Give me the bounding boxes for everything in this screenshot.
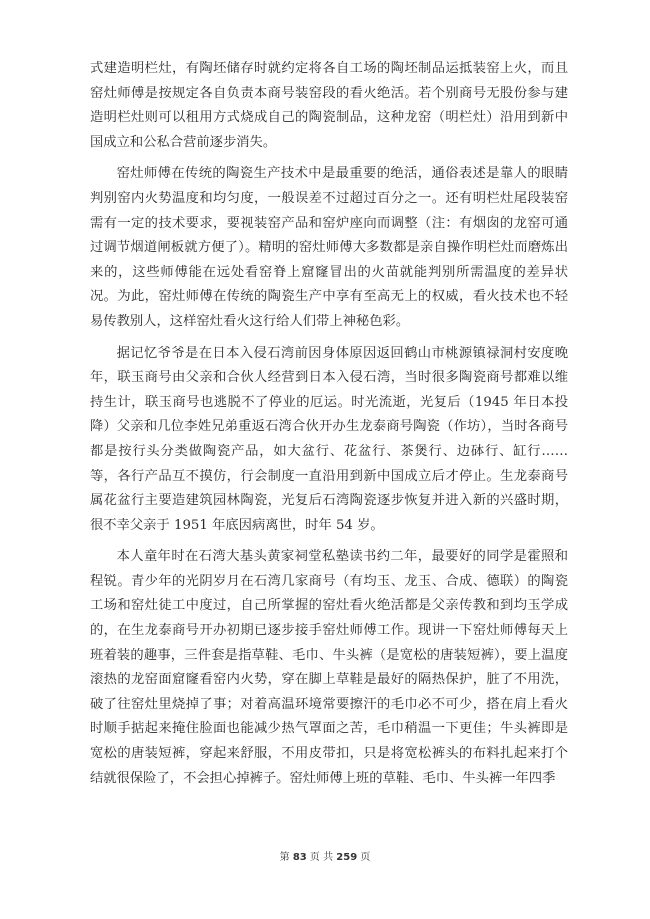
current-page-number: 83 bbox=[292, 852, 307, 863]
paragraph-2: 窑灶师傅在传统的陶瓷生产技术中是最重要的绝活，通俗表述是靠人的眼睛判别窑内火势温度和均匀度，一般误差不过超过百分之一。还有明栏灶尾段装窑需有一定的技术要求，要视装窑产品和窑炉座向而调整（注：有烟囱的龙窑可通过调节烟道闸板就方便了）。精明的窑灶师傅大多数都是亲自操作明栏灶而磨炼出来的，这些师傅能在远处看窑脊上窟窿冒出的火苗就能判别所需温度的差异状况。为此，窑灶师傅在传统的陶瓷生产中享有至高无上的权威，看火技术也不轻易传教别人，这样窑灶看火这行给人们带上神秘色彩。 bbox=[90, 166, 568, 329]
footer-prefix: 第 bbox=[279, 852, 290, 863]
footer-middle: 页 共 bbox=[309, 852, 334, 863]
paragraph-4: 本人童年时在石湾大基头黄家祠堂私塾读书约二年，最要好的同学是霍照和程锐。青少年的光阴岁月在石湾几家商号（有均玉、龙玉、合成、德联）的陶瓷工场和窑灶徒工中度过，自己所掌握的窑灶看火绝活都是父亲传教和到均玉学成的，在生龙泰商号开办初期已逐步接手窑灶师傅工作。现讲一下窑灶师傅每天上班着装的趣事，三件套是指草鞋、毛巾、牛头裤（是宽松的唐装短裤），要上温度滚热的龙窑面窟窿看窑内火势，穿在脚上草鞋是最好的隔热保护，脏了不用洗，破了往窑灶里烧掉了事；对着高温环境常要擦汗的毛巾必不可少，搭在肩上看火时顺手掂起来掩住脸面也能减少热气罩面之苦，毛巾稍温一下更佳；牛头裤即是宽松的唐装短裤，穿起来舒服，不用皮带扣，只是将宽松裤头的布料扎起来打个结就很保险了，不会担心掉裤子。窑灶师傅上班的草鞋、毛巾、牛头裤一年四季 bbox=[90, 549, 568, 786]
total-pages-number: 259 bbox=[336, 852, 358, 863]
footer-suffix: 页 bbox=[360, 852, 371, 863]
page-footer bbox=[0, 851, 650, 865]
body-text bbox=[90, 57, 568, 798]
paragraph-1: 式建造明栏灶，有陶坯储存时就约定将各自工场的陶坯制品运抵装窑上火，而且窑灶师傅是按规定各自负责本商号装窑段的看火绝活。若个别商号无股份参与建造明栏灶则可以租用方式烧成自己的陶瓷制品，这种龙窑（明栏灶）沿用到新中国成立和公私合营前逐步消失。 bbox=[90, 61, 568, 150]
paragraph-3: 据记忆爷爷是在日本入侵石湾前因身体原因返回鹤山市桃源镇禄洞村安度晚年，联玉商号由父亲和合伙人经营到日本入侵石湾，当时很多陶瓷商号都难以维持生计，联玉商号也逃脱不了停业的厄运。时光流逝，光复后（1945 年日本投降）父亲和几位李姓兄弟重返石湾合伙开办生龙泰商号陶瓷（作坊），当时各商号都是按行头分类做陶瓷产品，如大盆行、花盆行、茶煲行、边砵行、缸行……等，各行产品互不摸仿，行会制度一直沿用到新中国成立后才停止。生龙泰商号属花盆行主要造建筑园林陶瓷，光复后石湾陶瓷逐步恢复并进入新的兴盛时期，很不幸父亲于 1951 年底因病离世，时年 54 岁。 bbox=[90, 345, 568, 533]
